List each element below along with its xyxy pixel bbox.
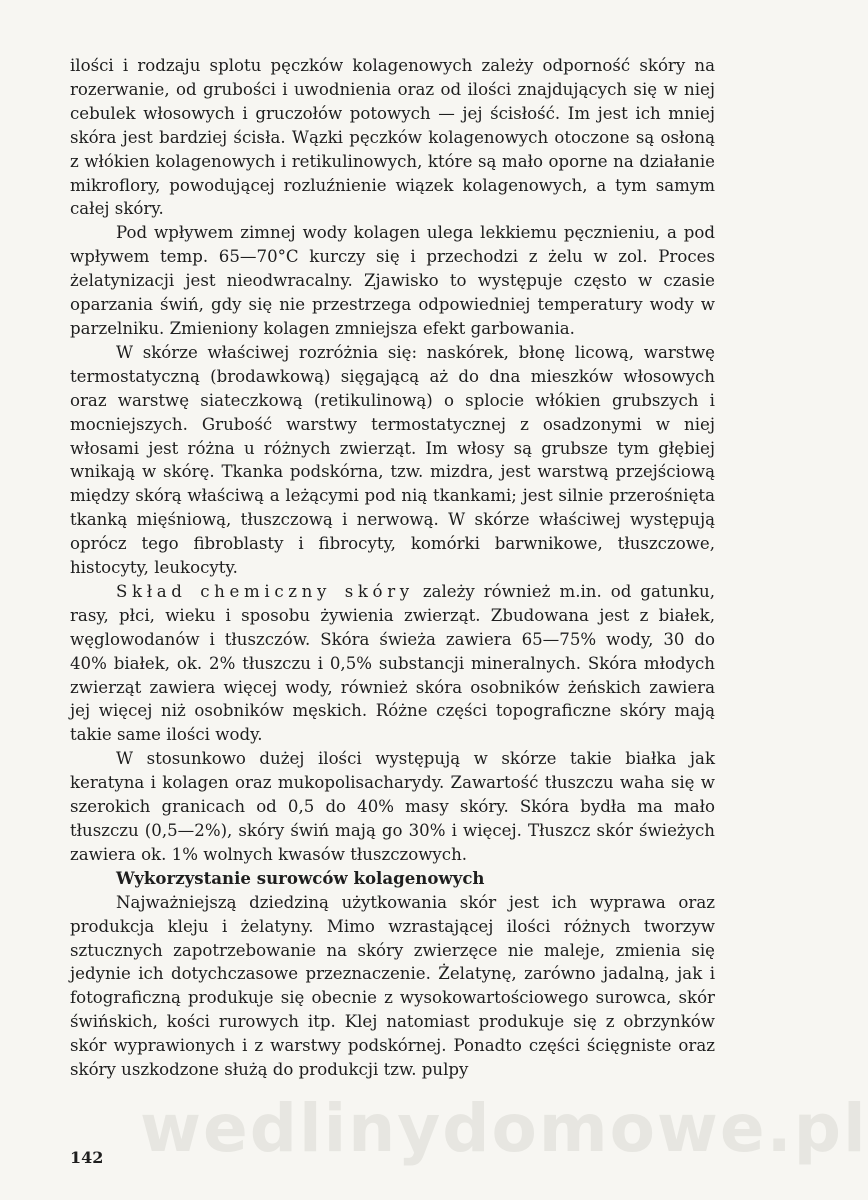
paragraph-6: Najważniejszą dziedziną użytkowania skór jest ich wyprawa oraz produkcja kleju i żelatyny. Mimo wzrastającej ilości różnych tworzyw sztucznych zapotrzebowanie na skóry zwierzęce nie maleje, zmienia się jedynie ich dotychczasowe przeznaczenie. Żelatynę, zarówno jadalną, jak i fotograficzną produkuje się obecnie z wysokowartościowego surowca, skór świńskich, kości rurowych itp. Klej natomiast produkuje się z obrzynków skór wyprawionych i z warstwy podskórnej. Ponadto części ścięgniste oraz skóry uszkodzone służą do produkcji tzw. pulpy: [70, 892, 715, 1080]
spaced-term: Skład chemiczny skóry: [116, 581, 414, 601]
paragraph-4-text: zależy również m.in. od gatunku, rasy, płci, wieku i sposobu żywienia zwierząt. Zbudowana jest z białek, węglowodanów i tłuszczów. Skóra świeża zawiera 65—75% wody, 30 do 40% białek, ok. 2% tłuszczu i 0,5% substancji mineralnych. Skóra młodych zwierząt zawiera więcej wody, również skóra osobników żeńskich zawiera jej więcej niż osobników męskich. Różne części topograficzne skóry mają takie same ilości wody.: [70, 581, 715, 745]
watermark: wedlinydomowe.pl: [140, 1090, 868, 1167]
paragraph-4: [70, 580, 715, 747]
paragraph-2: Pod wpływem zimnej wody kolagen ulega lekkiemu pęcznieniu, a pod wpływem temp. 65—70°C kurczy się i przechodzi z żelu w zol. Proces żelatynizacji jest nieodwracalny. Zjawisko to występuje często w czasie oparzania świń, gdy się nie przestrzega odpowiedniej temperatury wody w parzelniku. Zmieniony kolagen zmniejsza efekt garbowania.: [70, 223, 715, 338]
section-heading: Wykorzystanie surowców kolagenowych: [116, 867, 485, 888]
page-number: 142: [70, 1148, 104, 1167]
paragraph-5: W stosunkowo dużej ilości występują w skórze takie białka jak keratyna i kolagen oraz mukopolisacharydy. Zawartość tłuszczu waha się w szerokich granicach od 0,5 do 40% masy skóry. Skóra bydła ma mało tłuszczu (0,5—2%), skóry świń mają go 30% i więcej. Tłuszcz skór świeżych zawiera ok. 1% wolnych kwasów tłuszczowych.: [70, 749, 715, 864]
paragraph-1: ilości i rodzaju splotu pęczków kolagenowych zależy odporność skóry na rozerwanie, od grubości i uwodnienia oraz od ilości znajdujących się w niej cebulek włosowych i gruczołów potowych — jej ścisłość. Im jest ich mniej skóra jest bardziej ścisła. Wązki pęczków kolagenowych otoczone są osłoną z włókien kolagenowych i retikulinowych, które są mało oporne na działanie mikroflory, powodującej rozluźnienie wiązek kolagenowych, a tym samym całej skóry.: [70, 56, 715, 219]
paragraph-3: W skórze właściwej rozróżnia się: naskórek, błonę licową, warstwę termostatyczną (brodawkową) sięgającą aż do dna mieszków włosowych oraz warstwę siateczkową (retikulinową) o splocie włókien grubszych i mocniejszych. Grubość warstwy termostatycznej z osadzonymi w niej włosami jest różna u różnych zwierząt. Im włosy są grubsze tym głębiej wnikają w skórę. Tkanka podskórna, tzw. mizdra, jest warstwą przejściową między skórą właściwą a leżącymi pod nią tkankami; jest silnie przerośnięta tkanką mięśniową, tłuszczową i nerwową. W skórze właściwej występują oprócz tego fibroblasty i fibrocyty, komórki barwnikowe, tłuszczowe, histocyty, leukocyty.: [70, 342, 715, 578]
page-body: [70, 54, 715, 1082]
